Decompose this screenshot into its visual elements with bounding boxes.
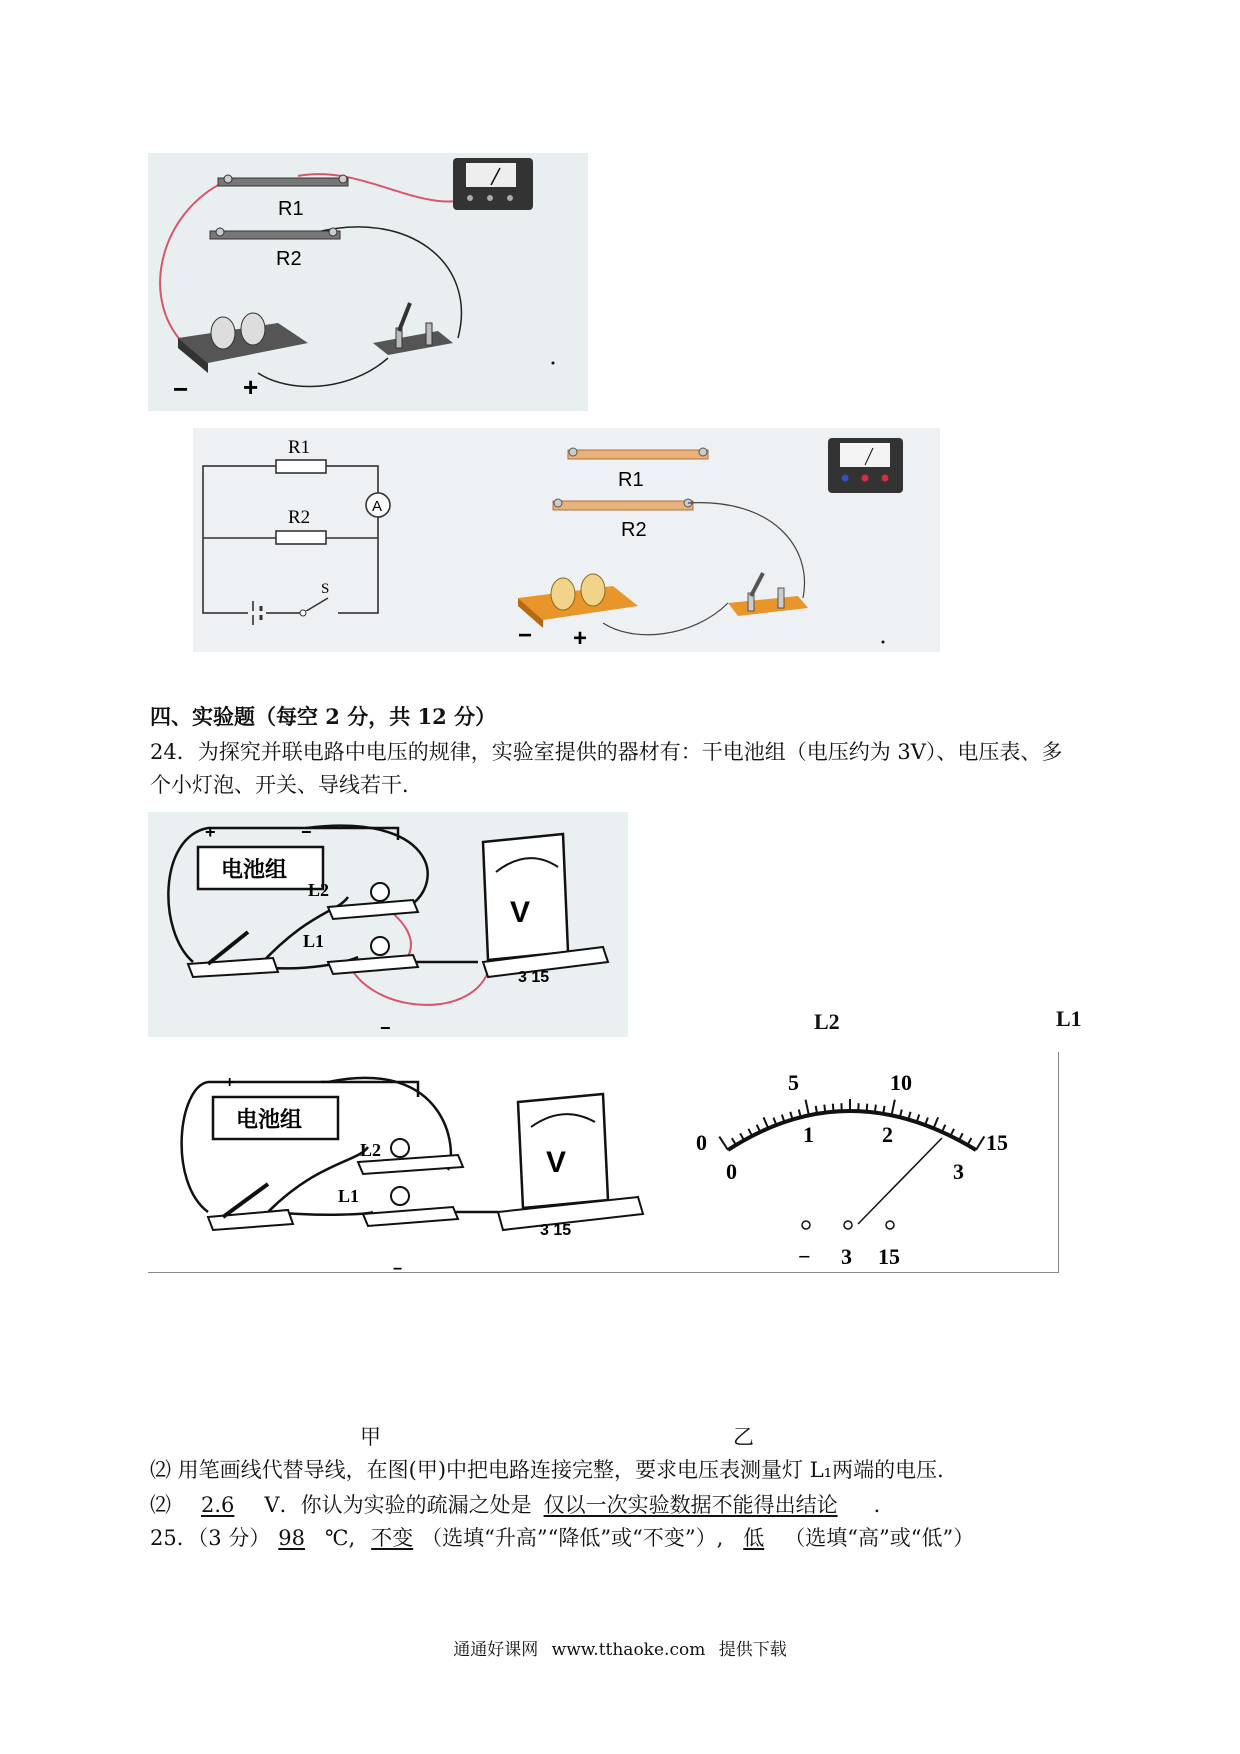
dial-terminal-3: 3 [841, 1244, 852, 1269]
resistor-r2-board [553, 499, 693, 510]
section-heading: 四、实验题（每空 2 分，共 12 分） [150, 704, 497, 729]
dial-tick [883, 1106, 884, 1114]
switch-icon [373, 303, 453, 355]
question-24-line1: 24．为探究并联电路中电压的规律，实验室提供的器材有：干电池组（电压约为 3V）、电压表、多 [150, 740, 1063, 764]
ammeter-symbol [366, 493, 390, 517]
dial-inner-3: 3 [953, 1159, 964, 1184]
resistor-r1-symbol [276, 460, 326, 473]
svg-text:S: S [321, 581, 330, 597]
dial-tick [892, 1100, 895, 1116]
ammeter-icon [453, 158, 533, 210]
dial-inner-1: 1 [803, 1122, 814, 1147]
lamp-l2-icon [358, 1139, 463, 1174]
footer-url[interactable]: www.tthaoke.com [551, 1640, 706, 1660]
footer-site: 通通好课网 [453, 1640, 539, 1660]
svg-text:−: − [301, 822, 312, 842]
dial-outer-0: 0 [696, 1130, 707, 1155]
dial-outer-5: 5 [788, 1070, 799, 1095]
label-r2: R2 [276, 248, 302, 270]
schematic-label-r1: R1 [288, 437, 311, 458]
dial-tick [833, 1104, 834, 1112]
label-minus: − [380, 1018, 391, 1037]
resistor-r1-board [568, 448, 708, 459]
physical-label-r2: R2 [621, 519, 647, 541]
switch-sketch-icon [208, 1184, 293, 1230]
dial-tick [719, 1137, 728, 1150]
voltmeter-sketch-icon [483, 834, 608, 986]
label-plus: + [243, 372, 259, 402]
caption-jia: 甲 [360, 1425, 381, 1449]
battery-symbol [248, 601, 266, 625]
floating-label-l2: L2 [814, 1009, 840, 1034]
dial-tick [875, 1105, 876, 1113]
battery-holder-icon [178, 313, 308, 373]
dial-terminal-15: 15 [878, 1244, 900, 1269]
answer-line-2: ⑵ 2.6 V．你认为实验的疏漏之处是 仅以一次实验数据不能得出结论 ． [150, 1493, 895, 1517]
svg-text:L2: L2 [360, 1140, 382, 1160]
figure-jia-yi [148, 1052, 1059, 1273]
dial-tick [806, 1100, 809, 1116]
svg-text:+: + [205, 822, 216, 842]
resistor-r2-symbol [276, 531, 326, 544]
footer [0, 1635, 1240, 1660]
svg-text:V: V [546, 1146, 567, 1179]
svg-text:电池组: 电池组 [221, 857, 288, 883]
answer-line-1: ⑵ 用笔画线代替导线，在图(甲)中把电路连接完整，要求电压表测量灯 L₁两端的电压． [150, 1458, 959, 1482]
question-24-line2: 个小灯泡、开关、导线若干． [150, 773, 423, 797]
schematic-label-r2: R2 [288, 507, 311, 528]
answer-line-3: 25．（3 分） 98 ℃, 不变 （选填“升高”“降低”或“不变”）, 低 （选填“高”或“低”） [150, 1526, 975, 1550]
dial-inner-0: 0 [726, 1159, 737, 1184]
svg-text:电池组: 电池组 [236, 1107, 303, 1133]
figure-schematic-and-circuit [193, 428, 940, 652]
lamp-l1-icon [338, 1186, 458, 1226]
svg-text:3 15: 3 15 [518, 969, 550, 986]
label-minus: − [173, 374, 189, 404]
svg-text:A: A [372, 498, 383, 515]
physical-label-plus: + [573, 625, 588, 652]
dial-tick [816, 1106, 817, 1114]
label-minus: − [393, 1261, 403, 1272]
dial-tick [867, 1104, 868, 1112]
floating-label-l1: L1 [1056, 1006, 1082, 1031]
answer-blank-voltage: 2.6 [201, 1493, 235, 1517]
label-r1: R1 [278, 198, 304, 220]
switch-colored-icon [728, 573, 808, 616]
dial-needle [858, 1138, 942, 1224]
svg-text:V: V [510, 896, 531, 929]
dial-inner-2: 2 [882, 1122, 893, 1147]
answer-blank-change: 不变 [371, 1526, 414, 1550]
voltmeter-dial [696, 1070, 1008, 1269]
figure-physical-circuit-1 [148, 153, 588, 411]
lamp-l1-icon [303, 931, 418, 974]
answer-blank-flaw: 仅以一次实验数据不能得出结论 [543, 1493, 838, 1517]
answer-blank-pressure: 低 [743, 1526, 765, 1550]
svg-text:L1: L1 [303, 931, 325, 951]
battery-box-icon [213, 1074, 338, 1139]
svg-text:L1: L1 [338, 1186, 360, 1206]
physical-label-minus: − [518, 622, 533, 649]
dial-outer-10: 10 [890, 1070, 912, 1095]
dial-tick [824, 1105, 825, 1113]
dial-terminal-minus: − [798, 1244, 811, 1269]
dial-tick [934, 1117, 939, 1128]
resistor-r1-bar [218, 175, 348, 186]
svg-text:3 15: 3 15 [540, 1222, 572, 1239]
battery-box-icon [198, 822, 323, 889]
voltmeter-sketch-icon [498, 1094, 643, 1239]
svg-text:L2: L2 [308, 880, 330, 900]
dial-outer-15: 15 [986, 1130, 1008, 1155]
resistor-r2-bar [210, 228, 340, 239]
answer-blank-temperature: 98 [278, 1526, 305, 1550]
ammeter-colored-icon [828, 438, 903, 493]
switch-symbol [300, 581, 338, 616]
dial-tick [976, 1136, 984, 1150]
figure-voltmeter-circuit-photo [148, 812, 628, 1037]
switch-sketch-icon [188, 932, 278, 977]
dial-tick [763, 1117, 768, 1128]
svg-text:−: − [320, 1074, 330, 1091]
footer-action: 提供下载 [718, 1640, 787, 1660]
physical-label-r1: R1 [618, 469, 644, 491]
battery-holder-colored-icon [518, 574, 638, 628]
caption-yi: 乙 [733, 1425, 754, 1449]
svg-text:+: + [225, 1074, 235, 1091]
